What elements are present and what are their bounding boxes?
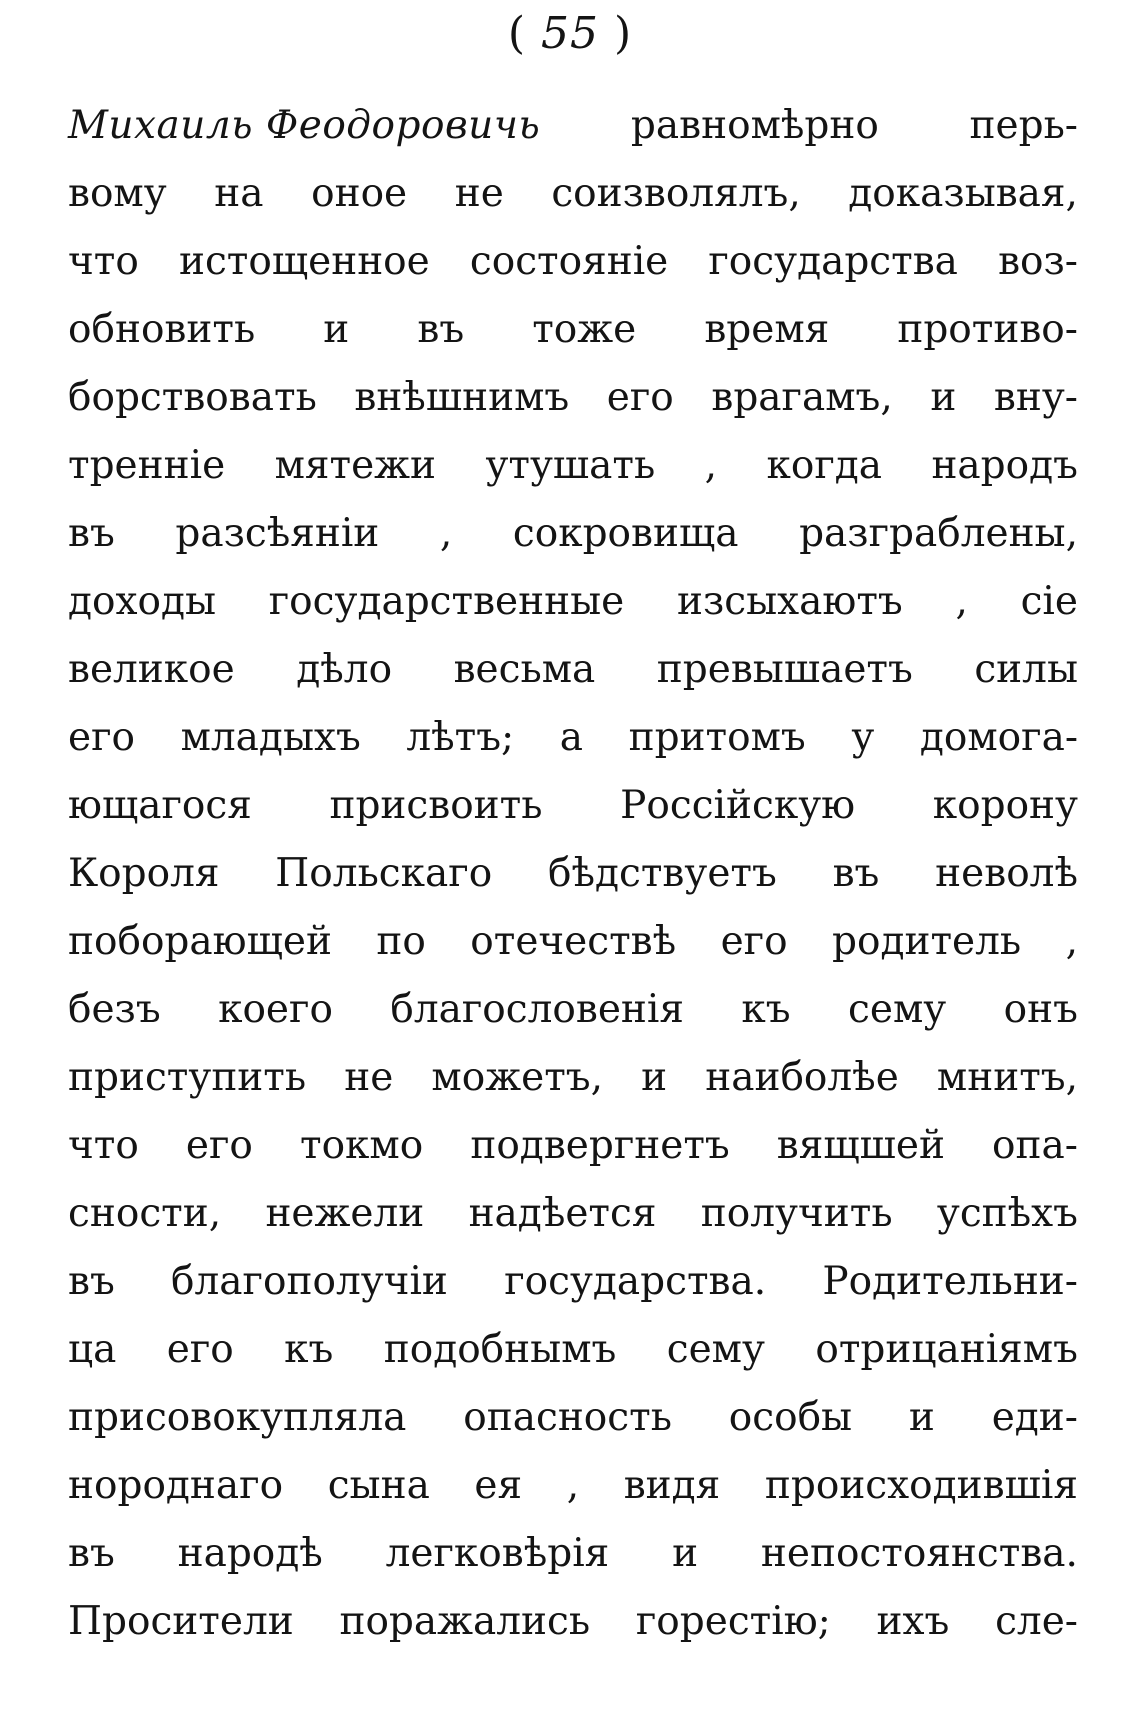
text-word: въ	[68, 1259, 115, 1304]
text-line	[68, 704, 1078, 772]
text-word: корону	[932, 783, 1078, 828]
text-word: особы	[728, 1395, 853, 1440]
text-word: родитель	[832, 919, 1022, 964]
page-number-value: 55	[541, 8, 599, 59]
text-word: истощенное	[178, 239, 430, 284]
page-number-close-paren: )	[614, 8, 633, 59]
text-line	[68, 1452, 1078, 1520]
text-word: его	[720, 919, 788, 964]
text-line	[68, 568, 1078, 636]
text-word: ,	[955, 579, 968, 624]
text-word: благополучіи	[171, 1259, 448, 1304]
text-word: видя	[623, 1463, 721, 1508]
text-word: ея	[474, 1463, 523, 1508]
text-word: борствовать	[68, 375, 317, 420]
text-word: противо-	[897, 307, 1078, 352]
text-word: бѣдствуетъ	[547, 851, 777, 896]
text-word: младыхъ	[180, 715, 361, 760]
text-word: не	[454, 171, 504, 216]
page-number	[0, 4, 1140, 64]
text-word: и	[641, 1055, 668, 1100]
text-word: и	[930, 375, 957, 420]
text-line	[68, 296, 1078, 364]
text-word: разграблены,	[799, 511, 1078, 556]
text-word: воз-	[998, 239, 1078, 284]
text-word: легковѣрія	[385, 1531, 610, 1576]
text-word: по	[376, 919, 426, 964]
text-line	[68, 1044, 1078, 1112]
text-word: подвергнетъ	[470, 1123, 730, 1168]
text-word: коего	[218, 987, 333, 1032]
text-word: ихъ	[876, 1599, 950, 1644]
text-word: горестію;	[635, 1599, 831, 1644]
text-word: не	[344, 1055, 394, 1100]
text-word: поборающей	[68, 919, 332, 964]
body-text	[68, 92, 1078, 1656]
text-word: и	[323, 307, 350, 352]
text-word: мятежи	[274, 443, 437, 488]
text-word: сокровища	[512, 511, 739, 556]
text-word: его	[68, 715, 135, 760]
text-word: вому	[68, 171, 167, 216]
text-word: тоже	[532, 307, 637, 352]
text-word: нежели	[265, 1191, 425, 1236]
text-word: дѣло	[296, 647, 393, 692]
text-word: лѣтъ;	[406, 715, 515, 760]
text-word: Россійскую	[620, 783, 856, 828]
text-word: его	[606, 375, 674, 420]
text-word: надѣется	[468, 1191, 657, 1236]
text-word: когда	[766, 443, 883, 488]
text-word: присвоить	[329, 783, 543, 828]
text-line	[68, 364, 1078, 432]
text-line	[68, 840, 1078, 908]
text-word: опасность	[463, 1395, 672, 1440]
text-word: отрицаніямъ	[815, 1327, 1078, 1372]
text-word: Михаиль Феодоровичь	[68, 103, 541, 148]
text-line	[68, 228, 1078, 296]
text-word: сему	[666, 1327, 765, 1372]
text-word: и	[908, 1395, 935, 1440]
text-word: доказывая,	[848, 171, 1078, 216]
text-word: ,	[566, 1463, 580, 1508]
text-word: что	[68, 239, 139, 284]
text-word: поражались	[339, 1599, 591, 1644]
text-word: изсыхаютъ	[676, 579, 903, 624]
text-word: присовокупляла	[68, 1395, 407, 1440]
text-word: утушать	[485, 443, 656, 488]
text-line	[68, 976, 1078, 1044]
text-line	[68, 1588, 1078, 1656]
text-word: врагамъ,	[711, 375, 893, 420]
text-word: ца	[68, 1327, 117, 1372]
text-line	[68, 1112, 1078, 1180]
text-word: состояніе	[469, 239, 669, 284]
text-word: Польскаго	[275, 851, 493, 896]
text-word: его	[166, 1327, 234, 1372]
text-word: въ	[68, 511, 115, 556]
text-word: сему	[848, 987, 947, 1032]
text-line	[68, 432, 1078, 500]
text-word: непостоянства.	[760, 1531, 1078, 1576]
text-word: притомъ	[628, 715, 806, 760]
text-word: оное	[311, 171, 408, 216]
text-word: вну-	[993, 375, 1078, 420]
text-line	[68, 92, 1078, 160]
text-word: доходы	[68, 579, 217, 624]
text-word: ющагося	[68, 783, 252, 828]
text-line	[68, 1520, 1078, 1588]
text-word: разсѣяніи	[175, 511, 380, 556]
text-word: а	[559, 715, 584, 760]
text-word: внѣшнимъ	[354, 375, 570, 420]
text-word: государства	[708, 239, 958, 284]
text-word: сле-	[995, 1599, 1078, 1644]
text-word: государства.	[504, 1259, 767, 1304]
text-line	[68, 1384, 1078, 1452]
text-line	[68, 772, 1078, 840]
text-word: государственные	[268, 579, 625, 624]
text-word: народъ	[931, 443, 1078, 488]
text-line	[68, 636, 1078, 704]
text-word: народѣ	[177, 1531, 323, 1576]
text-word: въ	[417, 307, 465, 352]
text-word: перь-	[969, 103, 1078, 148]
text-word: получить	[700, 1191, 893, 1236]
text-word: въ	[68, 1531, 115, 1576]
text-word: и	[672, 1531, 699, 1576]
text-word: его	[185, 1123, 253, 1168]
text-word: равномѣрно	[630, 103, 879, 148]
text-word: благословенія	[390, 987, 684, 1032]
text-word: можетъ,	[431, 1055, 603, 1100]
text-word: тренніе	[68, 443, 226, 488]
text-word: происходившія	[764, 1463, 1078, 1508]
text-word: къ	[284, 1327, 334, 1372]
text-word: весьма	[453, 647, 596, 692]
text-word: соизволялъ,	[551, 171, 801, 216]
page-number-open-paren: (	[507, 8, 526, 59]
text-word: сности,	[68, 1191, 222, 1236]
text-word: отечествѣ	[470, 919, 677, 964]
text-word: къ	[741, 987, 791, 1032]
text-word: на	[214, 171, 264, 216]
text-word: силы	[974, 647, 1078, 692]
text-word: наиболѣе	[705, 1055, 899, 1100]
text-word: успѣхъ	[936, 1191, 1078, 1236]
text-word: домога-	[919, 715, 1078, 760]
text-word: ,	[704, 443, 718, 488]
text-line	[68, 1180, 1078, 1248]
text-word: у	[851, 715, 875, 760]
text-word: опа-	[992, 1123, 1078, 1168]
text-line	[68, 1316, 1078, 1384]
text-line	[68, 160, 1078, 228]
text-word: приступить	[68, 1055, 307, 1100]
text-word: ,	[1065, 919, 1078, 964]
text-word: Просители	[68, 1599, 294, 1644]
text-word: неволѣ	[935, 851, 1078, 896]
text-word: еди-	[991, 1395, 1078, 1440]
text-word: нороднаго	[68, 1463, 284, 1508]
text-word: сына	[327, 1463, 430, 1508]
text-line	[68, 908, 1078, 976]
text-word: ,	[439, 511, 453, 556]
text-word: великое	[68, 647, 235, 692]
text-line	[68, 1248, 1078, 1316]
text-word: въ	[832, 851, 880, 896]
text-word: время	[704, 307, 830, 352]
text-word: Короля	[68, 851, 220, 896]
text-word: что	[68, 1123, 139, 1168]
text-word: безъ	[68, 987, 161, 1032]
text-word: сіе	[1020, 579, 1078, 624]
text-word: Родительни-	[822, 1259, 1078, 1304]
text-word: подобнымъ	[383, 1327, 617, 1372]
text-line	[68, 500, 1078, 568]
text-word: вящшей	[776, 1123, 945, 1168]
text-word: токмо	[300, 1123, 424, 1168]
text-word: превышаетъ	[656, 647, 913, 692]
text-word: онъ	[1003, 987, 1078, 1032]
text-word: мнитъ,	[936, 1055, 1078, 1100]
text-word: обновить	[68, 307, 256, 352]
